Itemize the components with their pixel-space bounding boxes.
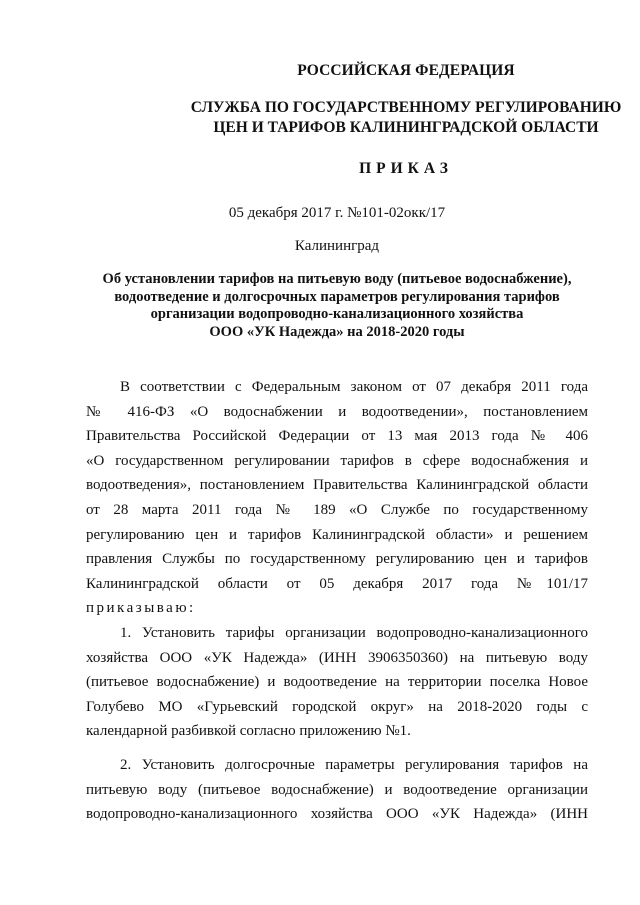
agency-heading	[86, 98, 640, 138]
item2-line: водопроводно-канализационного хозяйства ООО «УК Надежда» (ИНН	[86, 806, 588, 823]
item2-line: питьевую воду (питьевое водоснабжение) и водоотведение организации	[86, 781, 588, 798]
agency-heading-line2: ЦЕН И ТАРИФОВ КАЛИНИНГРАДСКОЙ ОБЛАСТИ	[213, 119, 599, 136]
preamble-line: В соответствии с Федеральным законом от 07 декабря 2011 года	[120, 379, 588, 395]
item2-paragraph	[86, 753, 588, 827]
preamble-line: Калининградской области от 05 декабря 2017 года №101/17	[86, 575, 588, 592]
subject-title	[86, 271, 588, 341]
item1-line: календарной разбивкой согласно приложению №1.	[86, 723, 411, 740]
preamble-line: регулированию цен и тарифов Калининградской области» и решением	[86, 526, 588, 543]
order-word: приказываю:	[86, 600, 196, 617]
agency-heading-line1: СЛУЖБА ПО ГОСУДАРСТВЕННОМУ РЕГУЛИРОВАНИЮ	[190, 99, 622, 116]
doc-type-heading: ПРИКАЗ	[359, 160, 453, 177]
subject-line2: водоотведение и долгосрочных параметров регулирования тарифов	[114, 288, 560, 305]
item1-line: хозяйства ООО «УК Надежда» (ИНН 3906350360) на питьевую воду	[86, 649, 588, 666]
subject-line4: ООО «УК Надежда» на 2018-2020 годы	[209, 323, 465, 340]
item2-line: 2. Установить долгосрочные параметры регулирования тарифов на	[120, 756, 588, 773]
subject-line1: Об установлении тарифов на питьевую воду (питьевое водоснабжение),	[102, 271, 572, 287]
country-heading: РОССИЙСКАЯ ФЕДЕРАЦИЯ	[297, 62, 515, 79]
item1-line: Голубево МО «Гурьевский городской округ» на 2018-2020 годы с	[86, 698, 588, 715]
item1-paragraph	[86, 621, 588, 744]
item1-line: 1. Установить тарифы организации водопроводно-канализационного	[120, 624, 588, 641]
preamble-line: от 28 марта 2011 года № 189 «О Службе по государственному	[86, 501, 588, 518]
preamble-line: «О государственном регулировании тарифов в сфере водоснабжения и	[86, 452, 588, 469]
paragraph-gap	[86, 744, 588, 753]
item1-line: (питьевое водоснабжение) и водоотведение на территории поселка Новое	[86, 674, 588, 691]
preamble-line: водоотведения», постановлением Правительства Калининградской области	[86, 477, 588, 494]
subject-line3: организации водопроводно-канализационного хозяйства	[150, 306, 524, 322]
preamble-line: правления Службы по государственному регулированию цен и тарифов	[86, 551, 588, 568]
body-text	[86, 375, 588, 827]
preamble-paragraph	[86, 375, 588, 621]
date-number: 05 декабря 2017 г. №101-02окк/17	[228, 205, 446, 221]
preamble-line: Правительства Российской Федерации от 13 мая 2013 года № 406	[86, 428, 588, 445]
city: Калининград	[294, 238, 380, 254]
preamble-line: № 416-ФЗ «О водоснабжении и водоотведении», постановлением	[86, 403, 588, 420]
